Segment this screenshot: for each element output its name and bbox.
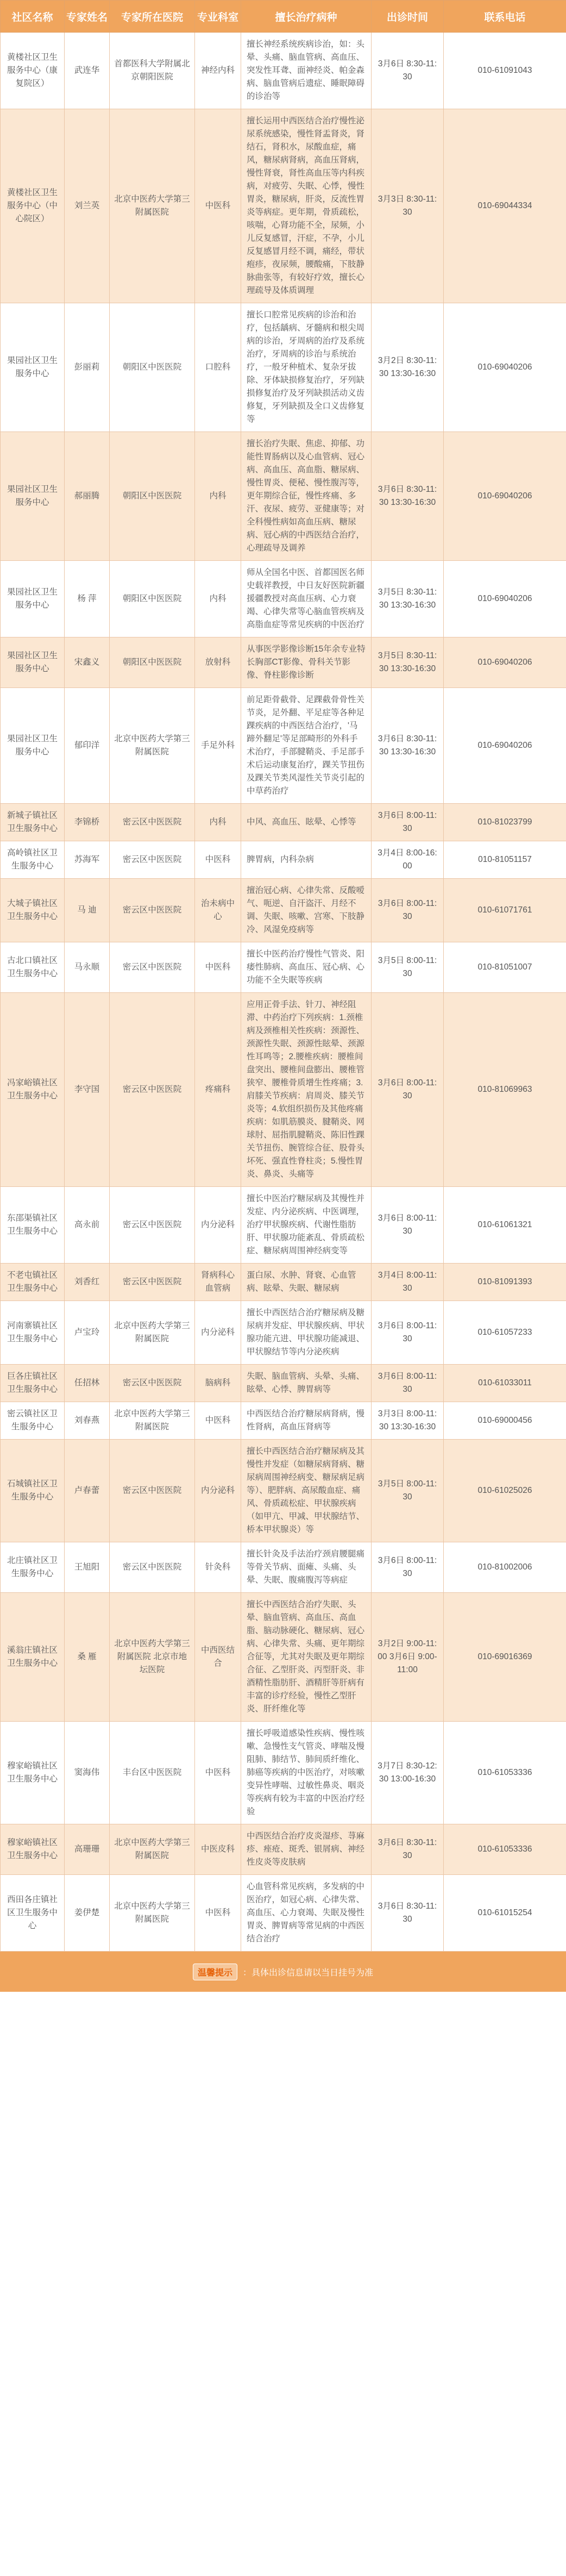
cell-community: 溪翁庄镇社区卫生服务中心 [1,1593,65,1722]
cell-phone: 010-61061321 [444,1187,566,1264]
table-row [1,432,566,561]
cell-specialty: 擅长中医治疗糖尿病及其慢性并发症、内分泌疾病、中医调理，治疗甲状腺疾病、代谢性脂肪肝、甲状腺功能紊乱、骨质疏松症、糖尿病周围神经病变等 [241,1187,372,1264]
cell-time: 3月7日 8:30-12:30 13:00-16:30 [372,1722,444,1824]
cell-hospital: 密云区中医医院 [110,942,195,993]
cell-phone: 010-61071761 [444,879,566,942]
cell-specialty: 擅长针灸及手法治疗颈肩腰腿痛等骨关节病、面瘫、头痛、头晕、失眠、腹痛腹泻等病症 [241,1542,372,1593]
column-header-community: 社区名称 [1,1,65,33]
cell-department: 中西医结合 [195,1593,241,1722]
cell-hospital: 北京中医药大学第三附属医院 北京市地坛医院 [110,1593,195,1722]
cell-specialty: 擅长治疗失眠、焦虑、抑郁、功能性胃肠病以及心血管病、冠心病、高血压、高血脂、糖尿病、慢性胃炎、便秘、慢性腹泻等，更年期综合征，慢性疼痛、多汗、夜尿、疲劳、亚健康等；对全科慢性病如高血压病、糖尿病、冠心病的中西医结合治疗，心理疏导及调养 [241,432,372,561]
cell-phone: 010-69040206 [444,303,566,432]
cell-specialty: 擅长中西医结合治疗糖尿病及其慢性并发症（如糖尿病肾病、糖尿病周围神经病变、糖尿病足病等）、肥胖病、高尿酸血症、痛风、骨质疏松症、甲状腺疾病（如甲亢、甲减、甲状腺结节、桥本甲状腺炎）等 [241,1440,372,1542]
cell-department: 内分泌科 [195,1440,241,1542]
table-row [1,1593,566,1722]
cell-time: 3月5日 8:00-11:30 [372,1440,444,1542]
cell-phone: 010-81023799 [444,804,566,841]
cell-hospital: 密云区中医医院 [110,993,195,1187]
cell-doctor: 王旭阳 [65,1542,110,1593]
table-row [1,841,566,879]
cell-department: 疼痛科 [195,993,241,1187]
table-row [1,1440,566,1542]
cell-time: 3月5日 8:30-11:30 13:30-16:30 [372,637,444,688]
cell-time: 3月6日 8:30-11:30 [372,1824,444,1875]
cell-community: 西田各庄镇社区卫生服务中心 [1,1875,65,1952]
cell-community: 不老屯镇社区卫生服务中心 [1,1264,65,1301]
column-header-specialty: 擅长治疗病种 [241,1,372,33]
column-header-department: 专业科室 [195,1,241,33]
cell-doctor: 马 迪 [65,879,110,942]
column-header-phone: 联系电话 [444,1,566,33]
cell-phone: 010-81051157 [444,841,566,879]
cell-phone: 010-61091043 [444,33,566,109]
cell-specialty: 脾胃病，内科杂病 [241,841,372,879]
column-header-hospital: 专家所在医院 [110,1,195,33]
cell-department: 放射科 [195,637,241,688]
table-row [1,637,566,688]
cell-phone: 010-61025026 [444,1440,566,1542]
cell-community: 黄楼社区卫生服务中心（中心院区） [1,109,65,303]
cell-time: 3月6日 8:00-11:30 [372,804,444,841]
cell-community: 果园社区卫生服务中心 [1,637,65,688]
table-row [1,1187,566,1264]
cell-time: 3月6日 8:00-11:30 [372,993,444,1187]
table-row [1,109,566,303]
cell-specialty: 擅长中西医结合治疗糖尿病及糖尿病并发症、甲状腺疾病、甲状腺功能亢进、甲状腺功能减退、甲状腺结节等内分泌疾病 [241,1301,372,1365]
table-row [1,688,566,804]
cell-department: 中医科 [195,1875,241,1952]
cell-hospital: 朝阳区中医医院 [110,303,195,432]
cell-hospital: 北京中医药大学第三附属医院 [110,1824,195,1875]
cell-community: 黄楼社区卫生服务中心（康复院区） [1,33,65,109]
cell-community: 果园社区卫生服务中心 [1,303,65,432]
cell-department: 口腔科 [195,303,241,432]
cell-specialty: 心血管科常见疾病，多发病的中医治疗，如冠心病、心律失常、高血压、心力衰竭、失眠及慢性胃炎、脾胃病等常见病的中西医结合治疗 [241,1875,372,1952]
table-row [1,1365,566,1402]
cell-phone: 010-81069963 [444,993,566,1187]
cell-specialty: 擅长呼吸道感染性疾病、慢性咳嗽、急慢性支气管炎、哮喘及慢阻肺、肺结节、肺间质纤维化、肺癌等疾病的中医治疗，对咳嗽变异性哮喘、过敏性鼻炎、咽炎等疾病有较为丰富的中医治疗经验 [241,1722,372,1824]
cell-phone: 010-61033011 [444,1365,566,1402]
table-row [1,993,566,1187]
cell-community: 果园社区卫生服务中心 [1,432,65,561]
cell-phone: 010-61053336 [444,1824,566,1875]
cell-doctor: 郝丽腾 [65,432,110,561]
table-row [1,1875,566,1952]
cell-hospital: 北京中医药大学第三附属医院 [110,688,195,804]
cell-phone: 010-69040206 [444,637,566,688]
cell-hospital: 北京中医药大学第三附属医院 [110,1402,195,1440]
cell-phone: 010-69040206 [444,688,566,804]
cell-time: 3月6日 8:30-11:30 [372,33,444,109]
table-row [1,942,566,993]
cell-specialty: 蛋白尿、水肿、肾衰、心血管病、眩晕、失眠、糖尿病 [241,1264,372,1301]
table-row [1,1264,566,1301]
cell-time: 3月6日 8:00-11:30 [372,1542,444,1593]
table-row [1,804,566,841]
cell-community: 穆家峪镇社区卫生服务中心 [1,1722,65,1824]
cell-time: 3月3日 8:30-11:30 [372,109,444,303]
cell-doctor: 任招林 [65,1365,110,1402]
cell-phone: 010-81091393 [444,1264,566,1301]
cell-doctor: 李守国 [65,993,110,1187]
column-header-doctor: 专家姓名 [65,1,110,33]
cell-community: 穆家峪镇社区卫生服务中心 [1,1824,65,1875]
cell-time: 3月6日 8:00-11:30 [372,1365,444,1402]
cell-hospital: 北京中医药大学第三附属医院 [110,1875,195,1952]
cell-specialty: 擅长运用中西医结合治疗慢性泌尿系统感染，慢性肾盂肾炎，肾结石，肾积水，尿酸血症，痛风，糖尿病肾病，高血压肾病，慢性肾衰，肾性高血压等内科疾病，对疲劳、失眠、心悸，慢性胃炎，糖尿病，肝炎，反流性胃炎等病症。更年期，骨质疏松，咳喘，心肾功能不全，尿频，小儿反复感冒，汗症，不孕，小儿反复感冒月经不调，痛经，带状疱疹，夜尿频，腰酸痛，下肢静脉曲张等，有较好疗效，擅长心理疏导及体质调理 [241,109,372,303]
cell-hospital: 密云区中医医院 [110,1542,195,1593]
table-row [1,1301,566,1365]
cell-phone: 010-61053336 [444,1722,566,1824]
cell-specialty: 中西医结合治疗糖尿病肾病，慢性肾病，高血压肾病等 [241,1402,372,1440]
cell-department: 中医科 [195,1722,241,1824]
cell-phone: 010-69000456 [444,1402,566,1440]
cell-community: 果园社区卫生服务中心 [1,561,65,637]
cell-specialty: 中西医结合治疗皮炎湿疹、荨麻疹、痤疮、斑秃、银屑病、神经性皮炎等皮肤病 [241,1824,372,1875]
cell-doctor: 刘香红 [65,1264,110,1301]
cell-department: 内分泌科 [195,1301,241,1365]
cell-community: 河南寨镇社区卫生服务中心 [1,1301,65,1365]
table-row [1,1542,566,1593]
column-header-time: 出诊时间 [372,1,444,33]
cell-department: 中医科 [195,841,241,879]
cell-specialty: 擅长中西医结合治疗失眠、头晕、脑血管病、高血压、高血脂、脑动脉硬化、糖尿病、冠心病、心律失常、头痛、更年期综合征等，尤其对失眠及更年期综合征、乙型肝炎、丙型肝炎、非酒精性脂肪肝、酒精肝等肝病有丰富的诊疗经验，慢性乙型肝炎、肝纤维化等 [241,1593,372,1722]
cell-department: 手足外科 [195,688,241,804]
notice-text: ：具体出诊信息请以当日挂号为准 [243,1968,374,1978]
cell-time: 3月2日 8:30-11:30 13:30-16:30 [372,303,444,432]
cell-specialty: 从事医学影像诊断15年余专业特长胸部CT影像、骨科关节影像、脊柱影像诊断 [241,637,372,688]
cell-time: 3月6日 8:00-11:30 [372,879,444,942]
cell-department: 肾病科心血管病 [195,1264,241,1301]
cell-doctor: 刘兰英 [65,109,110,303]
cell-hospital: 朝阳区中医医院 [110,637,195,688]
cell-time: 3月4日 8:00-16:00 [372,841,444,879]
cell-community: 果园社区卫生服务中心 [1,688,65,804]
cell-community: 大城子镇社区卫生服务中心 [1,879,65,942]
cell-phone: 010-69040206 [444,561,566,637]
table-row [1,33,566,109]
cell-doctor: 高永前 [65,1187,110,1264]
cell-time: 3月6日 8:00-11:30 [372,1187,444,1264]
table-row [1,879,566,942]
cell-doctor: 姜伊楚 [65,1875,110,1952]
cell-hospital: 密云区中医医院 [110,879,195,942]
cell-doctor: 杨 萍 [65,561,110,637]
cell-hospital: 密云区中医医院 [110,1440,195,1542]
cell-department: 内分泌科 [195,1187,241,1264]
cell-hospital: 北京中医药大学第三附属医院 [110,1301,195,1365]
cell-specialty: 师从全国名中医、首都国医名师史载祥教授，中日友好医院新疆援疆教授对高血压病、心力衰竭、心律失常等心脑血管疾病及高脂血症等常见疾病的中医治疗 [241,561,372,637]
cell-time: 3月3日 8:00-11:30 13:30-16:30 [372,1402,444,1440]
cell-phone: 010-61057233 [444,1301,566,1365]
cell-hospital: 首都医科大学附属北京朝阳医院 [110,33,195,109]
cell-hospital: 朝阳区中医医院 [110,432,195,561]
cell-hospital: 丰台区中医医院 [110,1722,195,1824]
cell-community: 古北口镇社区卫生服务中心 [1,942,65,993]
cell-department: 脑病科 [195,1365,241,1402]
cell-department: 内科 [195,432,241,561]
cell-department: 内科 [195,561,241,637]
cell-phone: 010-69044334 [444,109,566,303]
cell-phone: 010-69016369 [444,1593,566,1722]
cell-doctor: 苏海军 [65,841,110,879]
table-header-row [1,1,566,33]
cell-phone: 010-61015254 [444,1875,566,1952]
cell-specialty: 中风、高血压、眩晕、心悸等 [241,804,372,841]
cell-specialty: 擅长神经系统疾病诊治，如：头晕、头痛、脑血管病、高血压、突发性耳聋、面神经炎、帕金森病、脑血管病后遗症、睡眠障碍的诊治等 [241,33,372,109]
cell-time: 3月6日 8:00-11:30 [372,1301,444,1365]
cell-phone: 010-81002006 [444,1542,566,1593]
cell-department: 内科 [195,804,241,841]
cell-department: 针灸科 [195,1542,241,1593]
cell-doctor: 彭丽莉 [65,303,110,432]
cell-community: 密云镇社区卫生服务中心 [1,1402,65,1440]
cell-hospital: 密云区中医医院 [110,804,195,841]
cell-time: 3月6日 8:30-11:30 13:30-16:30 [372,688,444,804]
cell-hospital: 朝阳区中医医院 [110,561,195,637]
cell-specialty: 擅长中医药治疗慢性气管炎、阳痿性肺病、高血压、冠心病、心功能不全失眠等疾病 [241,942,372,993]
cell-time: 3月6日 8:30-11:30 [372,1875,444,1952]
cell-community: 巨各庄镇社区卫生服务中心 [1,1365,65,1402]
cell-community: 石城镇社区卫生服务中心 [1,1440,65,1542]
cell-time: 3月5日 8:30-11:30 13:30-16:30 [372,561,444,637]
cell-time: 3月6日 8:30-11:30 13:30-16:30 [372,432,444,561]
cell-department: 中医科 [195,942,241,993]
cell-doctor: 武连华 [65,33,110,109]
cell-department: 神经内科 [195,33,241,109]
cell-department: 中医皮科 [195,1824,241,1875]
cell-doctor: 高珊珊 [65,1824,110,1875]
cell-community: 高岭镇社区卫生服务中心 [1,841,65,879]
cell-community: 冯家峪镇社区卫生服务中心 [1,993,65,1187]
cell-doctor: 宋鑫义 [65,637,110,688]
cell-specialty: 失眠、脑血管病、头晕、头痛、眩晕、心悸、脾胃病等 [241,1365,372,1402]
cell-doctor: 郁印洋 [65,688,110,804]
cell-hospital: 密云区中医医院 [110,1264,195,1301]
cell-time: 3月5日 8:00-11:30 [372,942,444,993]
cell-department: 中医科 [195,109,241,303]
table-row [1,1722,566,1824]
cell-hospital: 密云区中医医院 [110,1365,195,1402]
cell-doctor: 马永顺 [65,942,110,993]
cell-specialty: 擅长口腔常见疾病的诊治和治疗，包括龋病、牙髓病和根尖周病的诊治，牙周病的治疗及系统治疗，牙周病的诊治与系统治疗，一般牙种植术、复杂牙拔除、牙体缺损修复治疗，牙列缺损修复治疗及牙列缺损活动义齿修复，牙列缺损及全口义齿修复等 [241,303,372,432]
table-row [1,1402,566,1440]
cell-hospital: 密云区中医医院 [110,841,195,879]
cell-doctor: 窦海伟 [65,1722,110,1824]
table-body [1,33,566,1952]
cell-community: 东邵渠镇社区卫生服务中心 [1,1187,65,1264]
cell-specialty: 应用正骨手法、针刀、神经阻滞、中药治疗下列疾病：1.颈椎病及颈椎相关性疾病：颈源性、颈源性失眠、颈源性眩晕、颈源性耳鸣等；2.腰椎疾病：腰椎间盘突出、腰椎间盘膨出、腰椎管狭窄、腰椎骨质增生性疼痛；3.肩膝关节疾病：肩周炎、膝关节炎等；4.软组织损伤及其他疼痛疾病：如肌筋膜炎、腱鞘炎、网球肘、屈指肌腱鞘炎、陈旧性踝关节扭伤、腕管综合征、股骨头坏死、强直性脊柱炎；5.慢性胃炎、鼻炎、头痛等 [241,993,372,1187]
footer-notice [0,1952,566,1992]
cell-doctor: 刘春燕 [65,1402,110,1440]
cell-department: 中医科 [195,1402,241,1440]
cell-doctor: 卢宝玲 [65,1301,110,1365]
cell-specialty: 擅治冠心病、心律失常、反酸嗳气、呃逆、自汗盗汗、月经不调、失眠、咳嗽、宫寒、下肢静冷、风湿免疫病等 [241,879,372,942]
cell-time: 3月2日 9:00-11:00 3月6日 9:00-11:00 [372,1593,444,1722]
cell-phone: 010-81051007 [444,942,566,993]
cell-community: 北庄镇社区卫生服务中心 [1,1542,65,1593]
table-row [1,1824,566,1875]
cell-doctor: 李锦桥 [65,804,110,841]
cell-phone: 010-69040206 [444,432,566,561]
cell-community: 新城子镇社区卫生服务中心 [1,804,65,841]
notice-badge: 温馨提示 [193,1964,237,1980]
cell-doctor: 卢春蕾 [65,1440,110,1542]
cell-hospital: 密云区中医医院 [110,1187,195,1264]
cell-hospital: 北京中医药大学第三附属医院 [110,109,195,303]
cell-specialty: 前足距骨截骨、足踝截骨骨性关节炎，足外翻、平足症等各种足踝疾病的中西医结合治疗，'马蹄外翻足'等足部畸形的外科手术治疗，手部腱鞘炎、手足部手术后运动康复治疗，踝关节扭伤及踝关节类风湿性关节炎引起的中草药治疗 [241,688,372,804]
cell-time: 3月4日 8:00-11:30 [372,1264,444,1301]
table-row [1,561,566,637]
cell-doctor: 桑 雁 [65,1593,110,1722]
table-row [1,303,566,432]
cell-department: 治未病中心 [195,879,241,942]
